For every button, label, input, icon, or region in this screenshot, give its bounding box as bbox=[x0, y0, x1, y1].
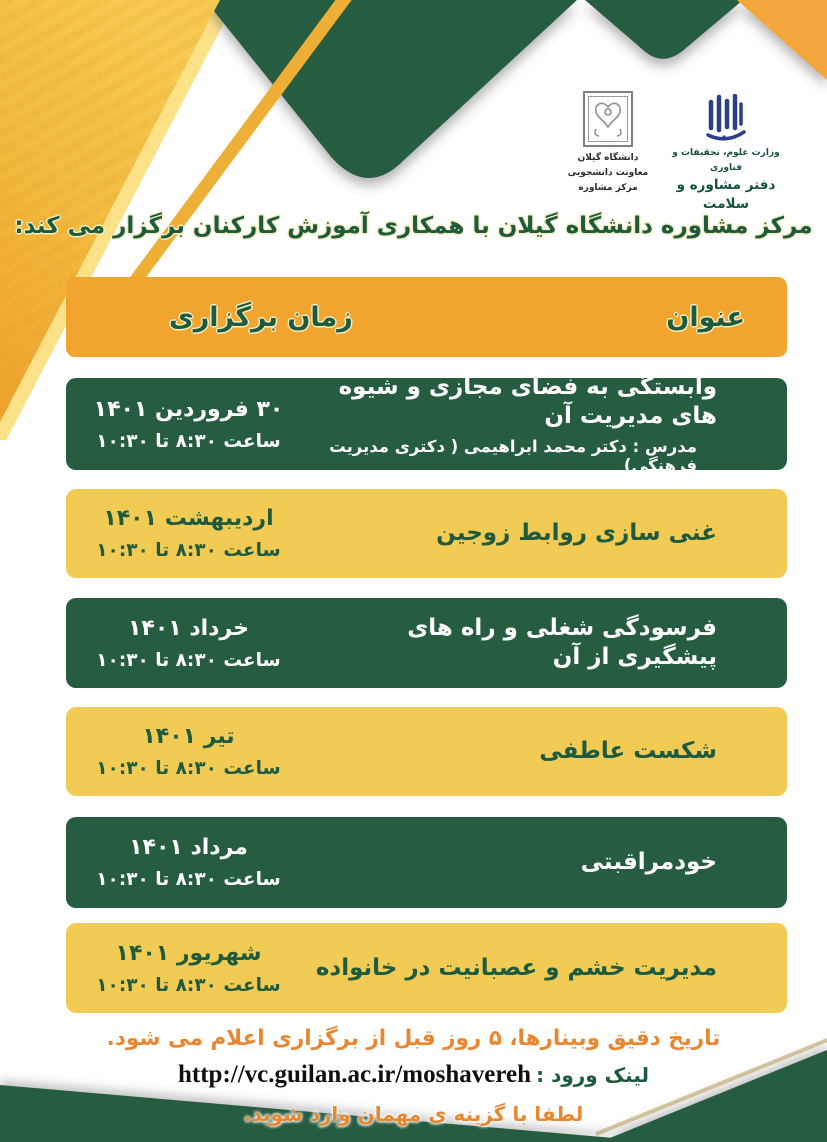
login-link-label: لینک ورود : bbox=[536, 1063, 649, 1087]
green-chevron-small bbox=[585, 0, 743, 59]
workshop-time: ساعت ۸:۳۰ تا ۱۰:۳۰ bbox=[96, 430, 281, 452]
workshop-instructor: مدرس : دکتر محمد ابراهیمی ( دکتری مدیریت فرهنگی) bbox=[329, 436, 697, 475]
workshop-title: غنی سازی روابط زوجین bbox=[436, 520, 717, 547]
workshop-row bbox=[66, 374, 787, 475]
column-time-label: زمان برگزاری bbox=[169, 301, 353, 333]
workshop-row bbox=[66, 707, 787, 796]
workshop-time: ساعت ۸:۳۰ تا ۱۰:۳۰ bbox=[96, 974, 281, 996]
workshop-time: ساعت ۸:۳۰ تا ۱۰:۳۰ bbox=[96, 649, 281, 671]
ministry-emblem-icon bbox=[704, 94, 748, 142]
workshop-title: شکست عاطفی bbox=[539, 738, 717, 765]
orange-corner-triangle bbox=[737, 0, 827, 80]
workshop-date: ۳۰ فروردین ۱۴۰۱ bbox=[93, 396, 284, 422]
workshop-title: فرسودگی شغلی و راه های پیشگیری از آن bbox=[407, 615, 717, 670]
table-header bbox=[66, 277, 787, 357]
ministry-logo-line: دفتر مشاوره و سلامت bbox=[676, 176, 776, 212]
column-title-label: عنوان bbox=[666, 301, 745, 333]
guilan-logo-line: دانشگاه گیلان bbox=[577, 153, 639, 163]
workshop-title: خودمراقبتی bbox=[580, 849, 717, 876]
workshop-row bbox=[66, 817, 787, 908]
guilan-logo bbox=[566, 91, 650, 196]
workshop-title: وابستگی به فضای مجازی و شیوه های مدیریت آن bbox=[338, 374, 717, 429]
workshop-date: شهریور ۱۴۰۱ bbox=[115, 940, 262, 966]
guilan-logo-line: معاونت دانشجویی bbox=[567, 167, 649, 178]
workshop-time: ساعت ۸:۳۰ تا ۱۰:۳۰ bbox=[96, 758, 281, 779]
guilan-emblem-icon bbox=[583, 91, 633, 147]
workshop-time: ساعت ۸:۳۰ تا ۱۰:۳۰ bbox=[96, 540, 281, 561]
green-chevron-large bbox=[205, 0, 577, 178]
workshop-date: اردیبهشت ۱۴۰۱ bbox=[103, 506, 274, 531]
workshop-title: مدیریت خشم و عصبانیت در خانواده bbox=[315, 954, 717, 981]
workshop-date: خرداد ۱۴۰۱ bbox=[127, 615, 250, 641]
announcement-note: تاریخ دقیق وبینارها، ۵ روز قبل از برگزاری اعلام می شود. bbox=[106, 1026, 721, 1051]
page-title: مرکز مشاوره دانشگاه گیلان با همکاری آموزش کارکنان برگزار می کند: bbox=[14, 213, 813, 239]
guest-login-note: لطفا با گزینه ی مهمان وارد شوید. bbox=[243, 1102, 584, 1126]
workshop-time: ساعت ۸:۳۰ تا ۱۰:۳۰ bbox=[96, 869, 281, 890]
workshop-row bbox=[66, 598, 787, 688]
workshop-date: مرداد ۱۴۰۱ bbox=[129, 835, 248, 860]
workshop-date: تیر ۱۴۰۱ bbox=[142, 724, 235, 749]
guilan-logo-line: مرکز مشاوره bbox=[578, 182, 638, 193]
workshop-row bbox=[66, 923, 787, 1013]
ministry-logo-line: وزارت علوم، تحقیقات و فناوری bbox=[672, 148, 780, 173]
login-link-url[interactable]: http://vc.guilan.ac.ir/moshavereh bbox=[178, 1061, 532, 1088]
workshop-row bbox=[66, 489, 787, 578]
ministry-logo bbox=[671, 94, 781, 213]
login-link-row bbox=[0, 1061, 827, 1089]
